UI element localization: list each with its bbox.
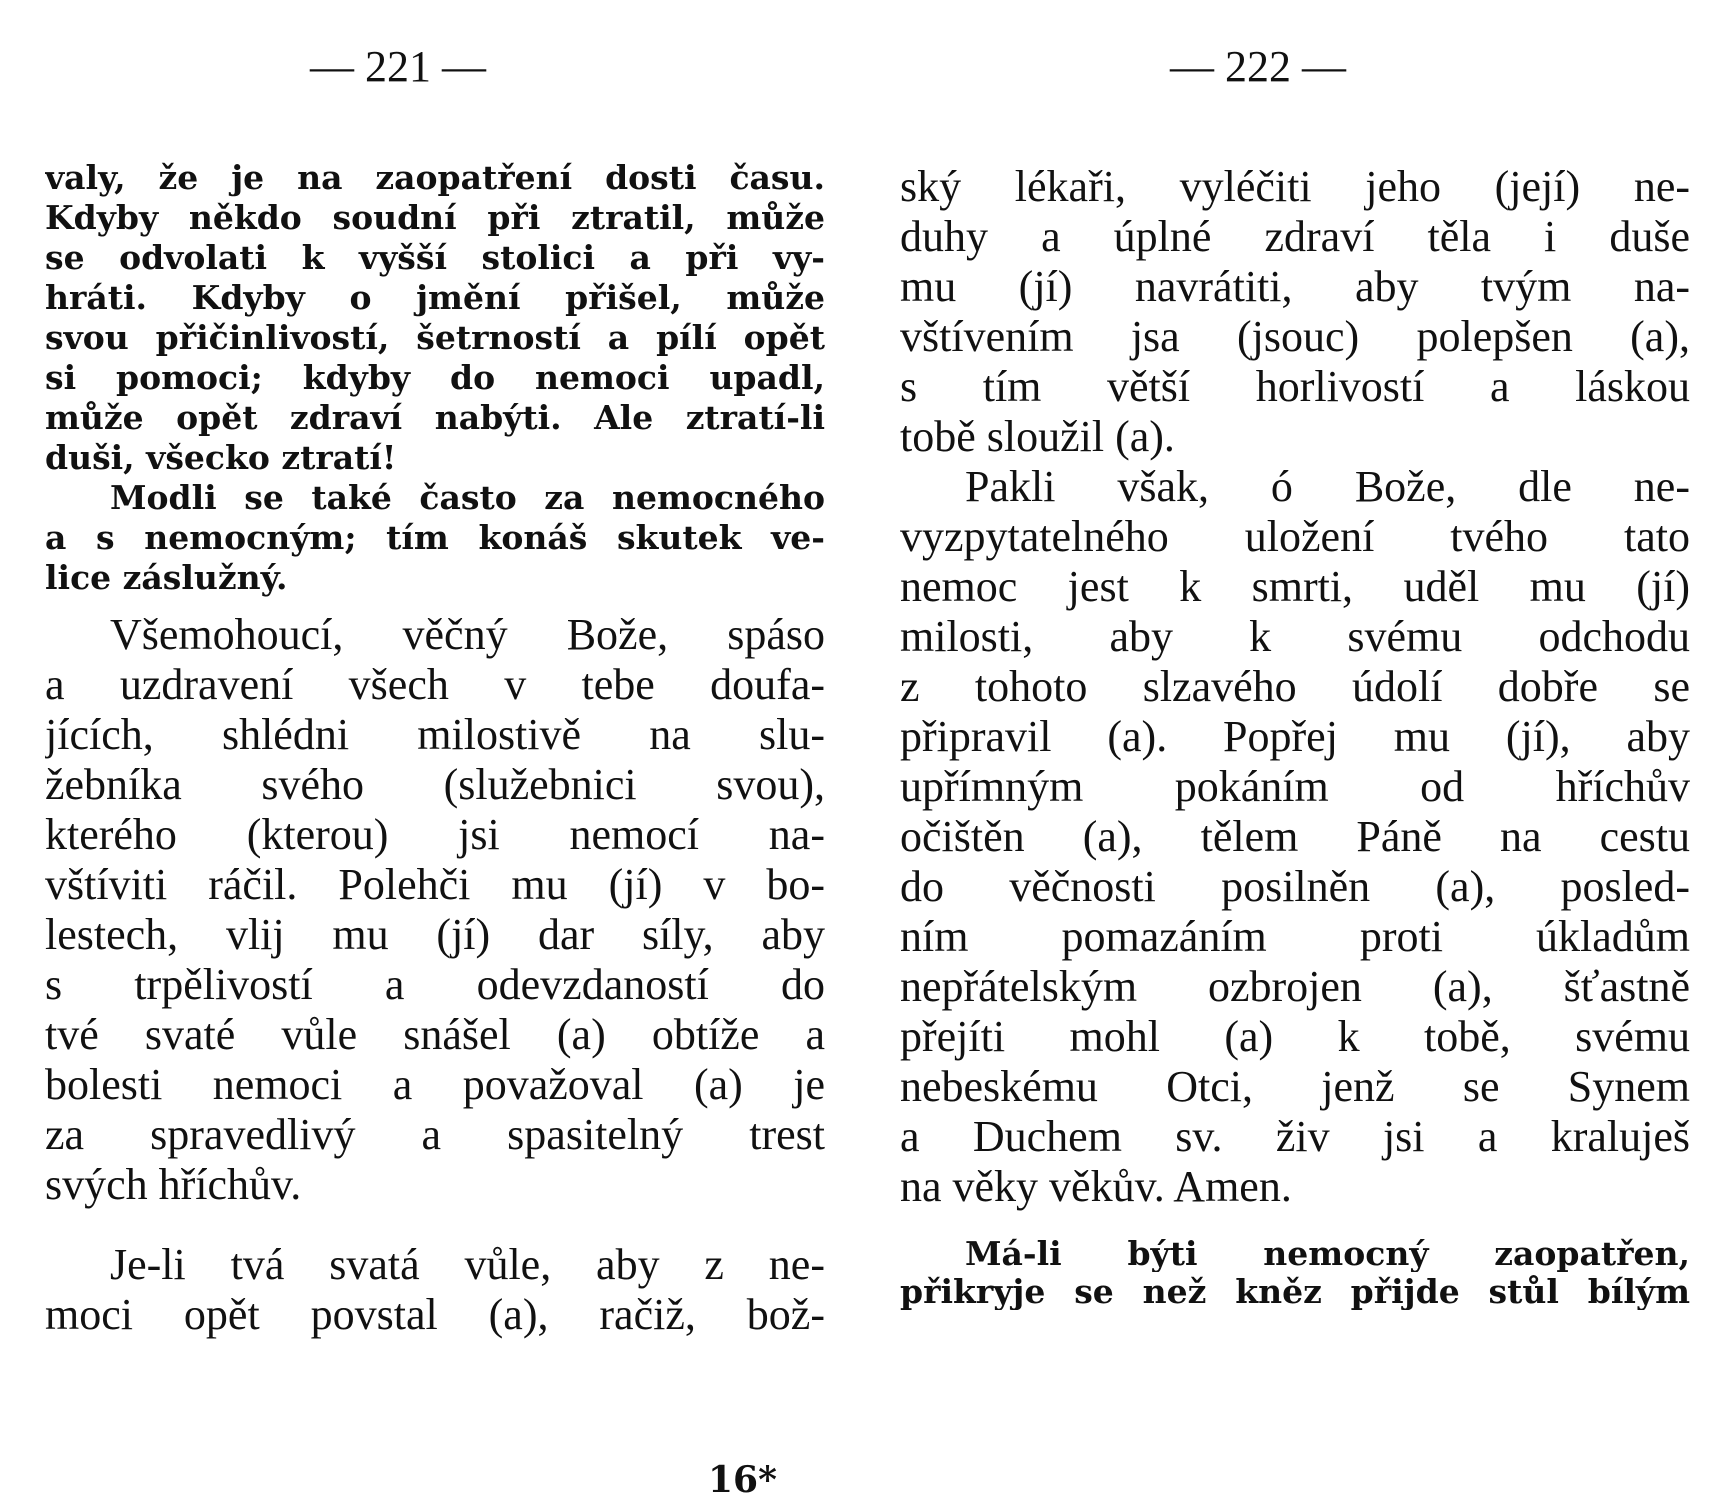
text-line: svých hříchův.	[45, 1160, 302, 1209]
text-line: Kdyby někdo soudní při ztratil, může	[45, 198, 825, 237]
note-line: přikryje se než kněz přijde stůl bílým	[900, 1274, 1690, 1310]
text-line: Je-li tvá svatá vůle, aby z ne-	[110, 1240, 825, 1289]
text-line: upřímným pokáním od hříchův	[900, 762, 1690, 811]
text-line: moci opět povstal (a), račiž, bož-	[45, 1290, 825, 1339]
text-line: za spravedlivý a spasitelný trest	[45, 1110, 825, 1159]
text-line: na věky věkův. Amen.	[900, 1162, 1292, 1211]
text-line: do věčnosti posilněn (a), posled-	[900, 862, 1690, 911]
text-line: lice záslužný.	[45, 558, 288, 597]
text-line: a uzdravení všech v tebe doufa-	[45, 660, 825, 709]
text-line: duhy a úplné zdraví těla i duše	[900, 212, 1690, 261]
text-line: připravil (a). Popřej mu (jí), aby	[900, 712, 1690, 761]
text-line: a Duchem sv. živ jsi a kraluješ	[900, 1112, 1690, 1161]
text-line: svou přičinlivostí, šetrností a pílí opět	[45, 318, 825, 357]
text-line: milosti, aby k svému odchodu	[900, 612, 1690, 661]
text-line: nebeskému Otci, jenž se Synem	[900, 1062, 1690, 1111]
text-line: nepřátelským ozbrojen (a), šťastně	[900, 962, 1690, 1011]
left-page	[45, 0, 825, 1500]
text-line: s tím větší horlivostí a láskou	[900, 362, 1690, 411]
text-line: duši, všecko ztratí!	[45, 438, 397, 477]
text-line: Modli se také často za nemocného	[110, 478, 825, 517]
text-line: nemoc jest k smrti, uděl mu (jí)	[900, 562, 1690, 611]
text-line: žebníka svého (služebnici svou),	[45, 760, 825, 809]
text-line: hráti. Kdyby o jmění přišel, může	[45, 278, 825, 317]
page-number-right: — 222 —	[1170, 42, 1346, 91]
text-line: tobě sloužil (a).	[900, 412, 1175, 461]
text-line: lestech, vlij mu (jí) dar síly, aby	[45, 910, 825, 959]
text-line: s trpělivostí a odevzdaností do	[45, 960, 825, 1009]
text-line: ním pomazáním proti úkladům	[900, 912, 1690, 961]
text-line: z tohoto slzavého údolí dobře se	[900, 662, 1690, 711]
text-line: se odvolati k vyšší stolici a při vy-	[45, 238, 825, 277]
text-line: očištěn (a), tělem Páně na cestu	[900, 812, 1690, 861]
text-line: může opět zdraví nabýti. Ale ztratí-li	[45, 398, 825, 437]
text-line: vštíviti ráčil. Polehči mu (jí) v bo-	[45, 860, 825, 909]
text-line: Všemohoucí, věčný Bože, spáso	[110, 610, 825, 659]
text-line: jících, shlédni milostivě na slu-	[45, 710, 825, 759]
text-line: mu (jí) navrátiti, aby tvým na-	[900, 262, 1690, 311]
text-line: bolesti nemoci a považoval (a) je	[45, 1060, 825, 1109]
text-line: vštívením jsa (jsouc) polepšen (a),	[900, 312, 1690, 361]
text-line: ský lékaři, vyléčiti jeho (její) ne-	[900, 162, 1690, 211]
text-line: kterého (kterou) jsi nemocí na-	[45, 810, 825, 859]
text-line: vyzpytatelného uložení tvého tato	[900, 512, 1690, 561]
text-line: valy, že je na zaopatření dosti času.	[45, 158, 825, 197]
note-line: Má-li býti nemocný zaopatřen,	[965, 1236, 1690, 1272]
text-line: přejíti mohl (a) k tobě, svému	[900, 1012, 1690, 1061]
text-line: tvé svaté vůle snášel (a) obtíže a	[45, 1010, 825, 1059]
text-line: si pomoci; kdyby do nemoci upadl,	[45, 358, 825, 397]
right-page	[900, 0, 1690, 1500]
signature-mark: 16*	[708, 1459, 777, 1501]
text-line: a s nemocným; tím konáš skutek ve-	[45, 518, 825, 557]
page-number-left: — 221 —	[310, 42, 486, 91]
text-line: Pakli však, ó Bože, dle ne-	[965, 462, 1690, 511]
